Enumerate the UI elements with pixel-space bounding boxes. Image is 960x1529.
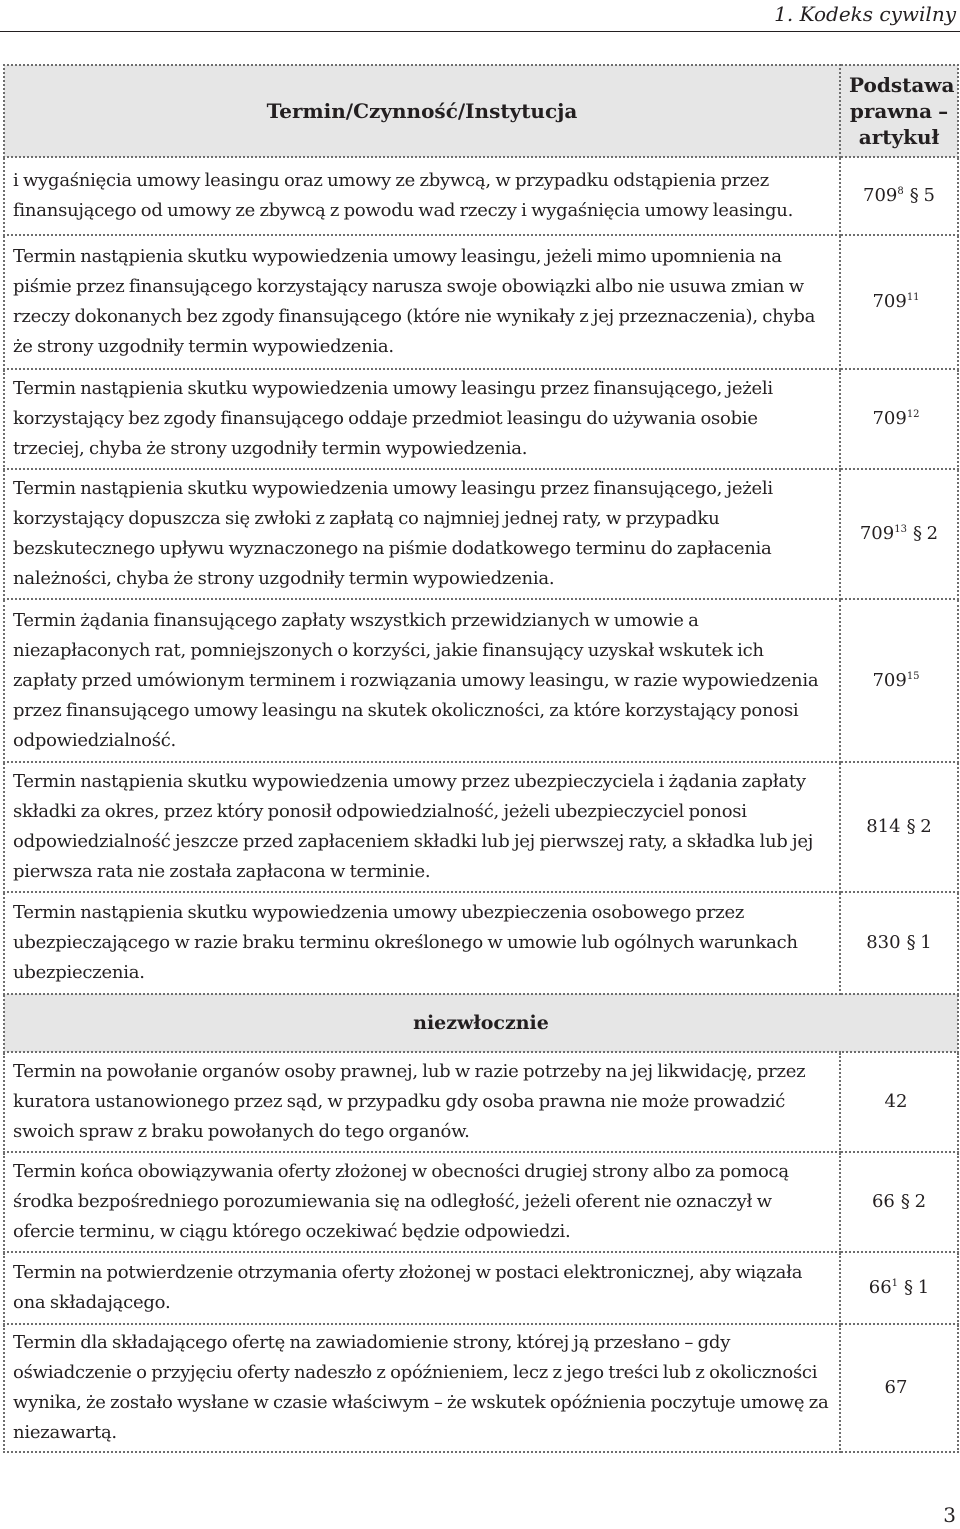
header-rule [0, 31, 960, 32]
term-description: Termin nastąpienia skutku wypowiedzenia umowy leasingu przez finansującego, jeżeli korzystający bez zgody finansującego oddaje przedmiot leasingu do używania osobie trzeciej, chyba że strony uzgodniły termin wypowiedzenia. [4, 369, 840, 469]
article-superscript: 11 [906, 292, 920, 303]
paragraph-number: § 5 [909, 185, 935, 206]
table-row [4, 892, 958, 994]
article-number: 709 [872, 669, 907, 691]
term-description: Termin nastąpienia skutku wypowiedzenia umowy leasingu, jeżeli mimo upomnienia na piśmie przez finansującego korzystający narusza swoje obowiązki albo nie usuwa zmian w rzeczy dokonanych bez zgody finansującego (które nie wynikały z jej przeznaczenia), chyba że strony uzgodniły termin wypowiedzenia. [4, 235, 840, 369]
article-number: 814 [866, 816, 901, 837]
article-number: 709 [872, 291, 907, 312]
table-header-row [4, 65, 958, 157]
section-heading-row [4, 994, 958, 1052]
paragraph-number: § 2 [906, 816, 932, 837]
legal-basis [840, 157, 958, 235]
article-number: 67 [884, 1377, 908, 1398]
article-number: 709 [872, 408, 907, 429]
term-description: i wygaśnięcia umowy leasingu oraz umowy ze zbywcą, w przypadku odstąpienia przez finansującego od umowy ze zbywcą z powodu wad rzeczy i wygaśnięcia umowy leasingu. [4, 157, 840, 235]
term-description: Termin nastąpienia skutku wypowiedzenia umowy przez ubezpieczyciela i żądania zapłaty składki za okres, przez który ponosił odpowiedzialność, jeżeli ubezpieczyciel ponosi odpowiedzialność jeszcze przed zapłaceniem składki lub jej pierwszej raty, a składka lub jej pierwsza rata nie została zapłacona w terminie. [4, 762, 840, 892]
paragraph-number: § 2 [912, 523, 939, 544]
table-row [4, 1324, 958, 1452]
term-description: Termin nastąpienia skutku wypowiedzenia umowy leasingu przez finansującego, jeżeli korzystający dopuszcza się zwłoki z zapłatą co najmniej jednej raty, w przypadku bezskutecznego upływu wyznaczonego na piśmie dodatkowego terminu do zapłacenia należności, chyba że strony uzgodniły termin wypowiedzenia. [4, 469, 840, 599]
term-description: Termin żądania finansującego zapłaty wszystkich przewidzianych w umowie a niezapłaconych rat, pomniejszonych o korzyści, jakie finansujący uzyskał wskutek ich zapłaty przed umówionym terminem i rozwiązania umowy leasingu, w razie wypowiedzenia przez finansującego umowy leasingu na skutek okoliczności, za które korzystający ponosi odpowiedzialność. [4, 599, 840, 762]
article-number: 709 [859, 523, 895, 544]
table-row [4, 469, 958, 599]
legal-basis [840, 599, 958, 762]
article-superscript: 13 [894, 524, 907, 535]
section-heading: niezwłocznie [4, 994, 958, 1052]
article-superscript: 15 [906, 670, 920, 682]
legal-basis [840, 369, 958, 469]
paragraph-number: § 2 [900, 1191, 927, 1212]
table-row [4, 1152, 958, 1252]
term-description: Termin nastąpienia skutku wypowiedzenia umowy ubezpieczenia osobowego przez ubezpieczającego w razie braku terminu określonego w umowie lub ogólnych warunkach ubezpieczenia. [4, 892, 840, 994]
terms-table [3, 64, 959, 1453]
paragraph-number: § 1 [904, 1277, 930, 1298]
legal-basis [840, 892, 958, 994]
table-row [4, 762, 958, 892]
header-term-activity: Termin/Czynność/Instytucja [4, 65, 840, 157]
header-legal-basis: Podstawa prawna – artykuł [840, 65, 958, 157]
article-superscript: 8 [897, 186, 904, 197]
table-row [4, 599, 958, 762]
legal-basis [840, 762, 958, 892]
table-row [4, 157, 958, 235]
term-description: Termin na powołanie organów osoby prawnej, lub w razie potrzeby na jej likwidację, przez kuratora ustanowionego przez sąd, w przypadku gdy osoba prawna nie może prowadzić swoich spraw z braku powołanych do tego organów. [4, 1052, 840, 1152]
term-description: Termin dla składającego ofertę na zawiadomienie strony, której ją przesłano – gdy oświadczenie o przyjęciu oferty nadeszło z opóźnieniem, lecz z jego treści lub z okoliczności wynika, że zostało wysłane w czasie właściwym – że wskutek opóźnienia poczytuje umowę za niezawartą. [4, 1324, 840, 1452]
term-description: Termin końca obowiązywania oferty złożonej w obecności drugiej strony albo za pomocą środka bezpośredniego porozumiewania się na odległość, jeżeli oferent nie oznaczył w ofercie terminu, w ciągu którego oczekiwać będzie odpowiedzi. [4, 1152, 840, 1252]
article-superscript: 12 [906, 409, 920, 420]
article-number: 830 [866, 932, 901, 953]
article-number: 709 [863, 185, 898, 206]
table-row [4, 1052, 958, 1152]
page-number: 3 [943, 1503, 956, 1527]
paragraph-number: § 1 [906, 932, 932, 953]
legal-basis [840, 235, 958, 369]
term-description: Termin na potwierdzenie otrzymania oferty złożonej w postaci elektronicznej, aby wiązała ona składającego. [4, 1252, 840, 1324]
legal-basis [840, 1252, 958, 1324]
table-row [4, 235, 958, 369]
article-superscript: 1 [891, 1278, 899, 1289]
article-number: 66 [871, 1191, 895, 1212]
legal-basis [840, 1152, 958, 1252]
legal-basis [840, 1324, 958, 1452]
article-number: 66 [868, 1277, 892, 1298]
running-head: 1. Kodeks cywilny [774, 2, 956, 26]
article-number: 42 [884, 1091, 908, 1112]
table-row [4, 1252, 958, 1324]
legal-basis [840, 469, 958, 599]
table-row [4, 369, 958, 469]
legal-basis [840, 1052, 958, 1152]
